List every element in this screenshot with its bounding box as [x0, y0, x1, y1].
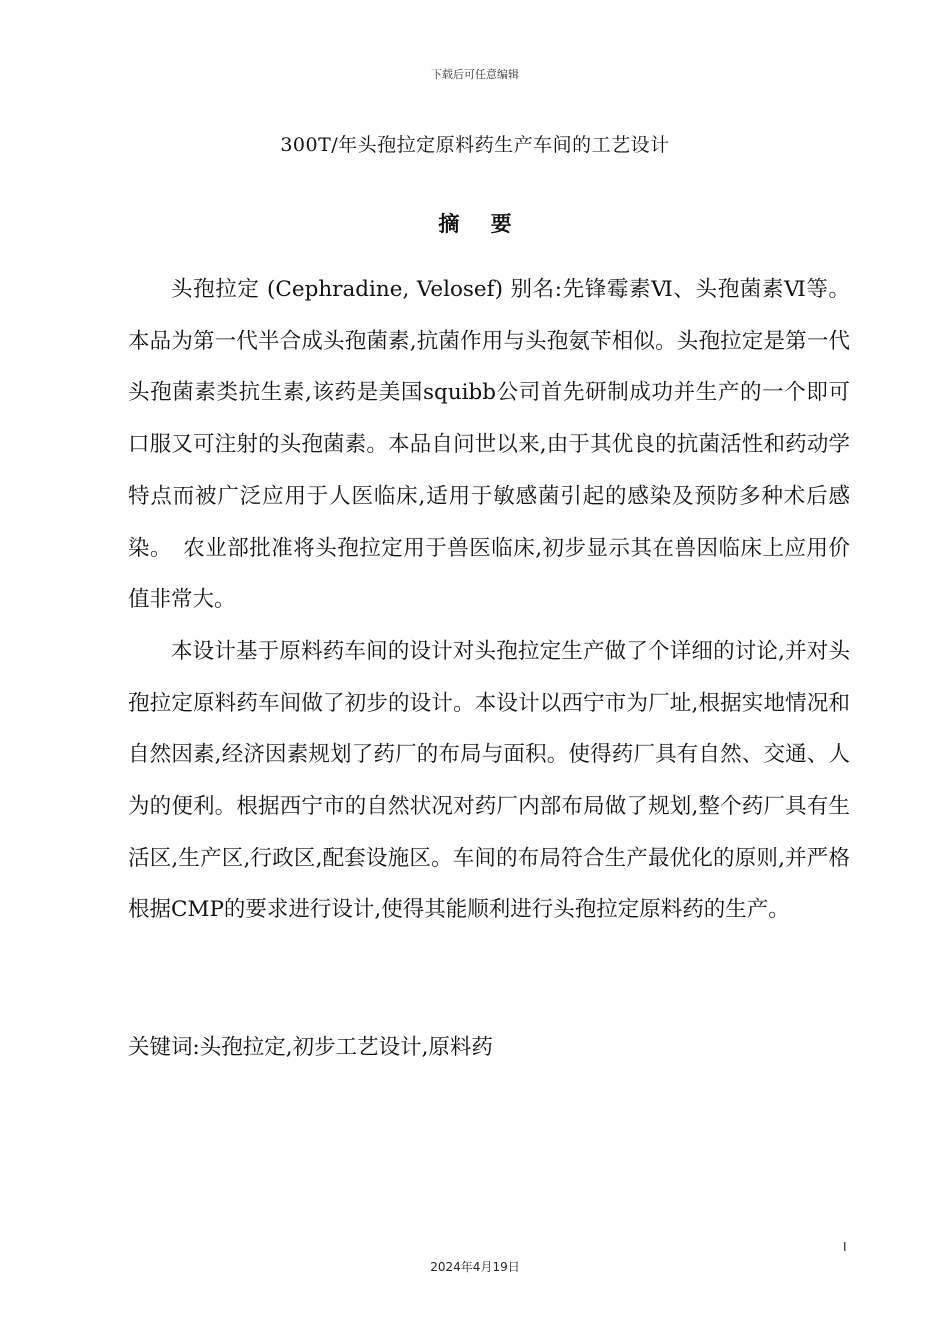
page-number: I	[843, 1240, 847, 1254]
header-note: 下载后可任意编辑	[431, 68, 519, 81]
document-title: 300T/年头孢拉定原料药生产车间的工艺设计	[280, 134, 670, 156]
abstract-paragraph-1: 头孢拉定 (Cephradine, Velosef) 别名:先锋霉素Ⅵ、头孢菌素Ⅵ等。本品为第一代半合成头孢菌素,抗菌作用与头孢氨苄相似。头孢拉定是第一代头孢菌素类抗生素,该药是美国squibb公司首先研制成功并生产的一个即可口服又可注射的头孢菌素。本品自问世以来,由于其优良的抗菌活性和药动学特点而被广泛应用于人医临床,适用于敏感菌引起的感染及预防多种术后感染。 农业部批准将头孢拉定用于兽医临床,初步显示其在兽因临床上应用价值非常大。	[128, 277, 850, 613]
keywords-line: 关键词:头孢拉定,初步工艺设计,原料药	[128, 1035, 493, 1060]
abstract-heading: 摘 要	[438, 211, 524, 236]
abstract-body	[128, 264, 850, 936]
footer-date: 2024年4月19日	[430, 1260, 520, 1274]
abstract-paragraph-2: 本设计基于原料药车间的设计对头孢拉定生产做了个详细的讨论,并对头孢拉定原料药车间做了初步的设计。本设计以西宁市为厂址,根据实地情况和自然因素,经济因素规划了药厂的布局与面积。使得药厂具有自然、交通、人为的便利。根据西宁市的自然状况对药厂内部布局做了规划,整个药厂具有生活区,生产区,行政区,配套设施区。车间的布局符合生产最优化的原则,并严格根据CMP的要求进行设计,使得其能顺利进行头孢拉定原料药的生产。	[128, 638, 850, 923]
